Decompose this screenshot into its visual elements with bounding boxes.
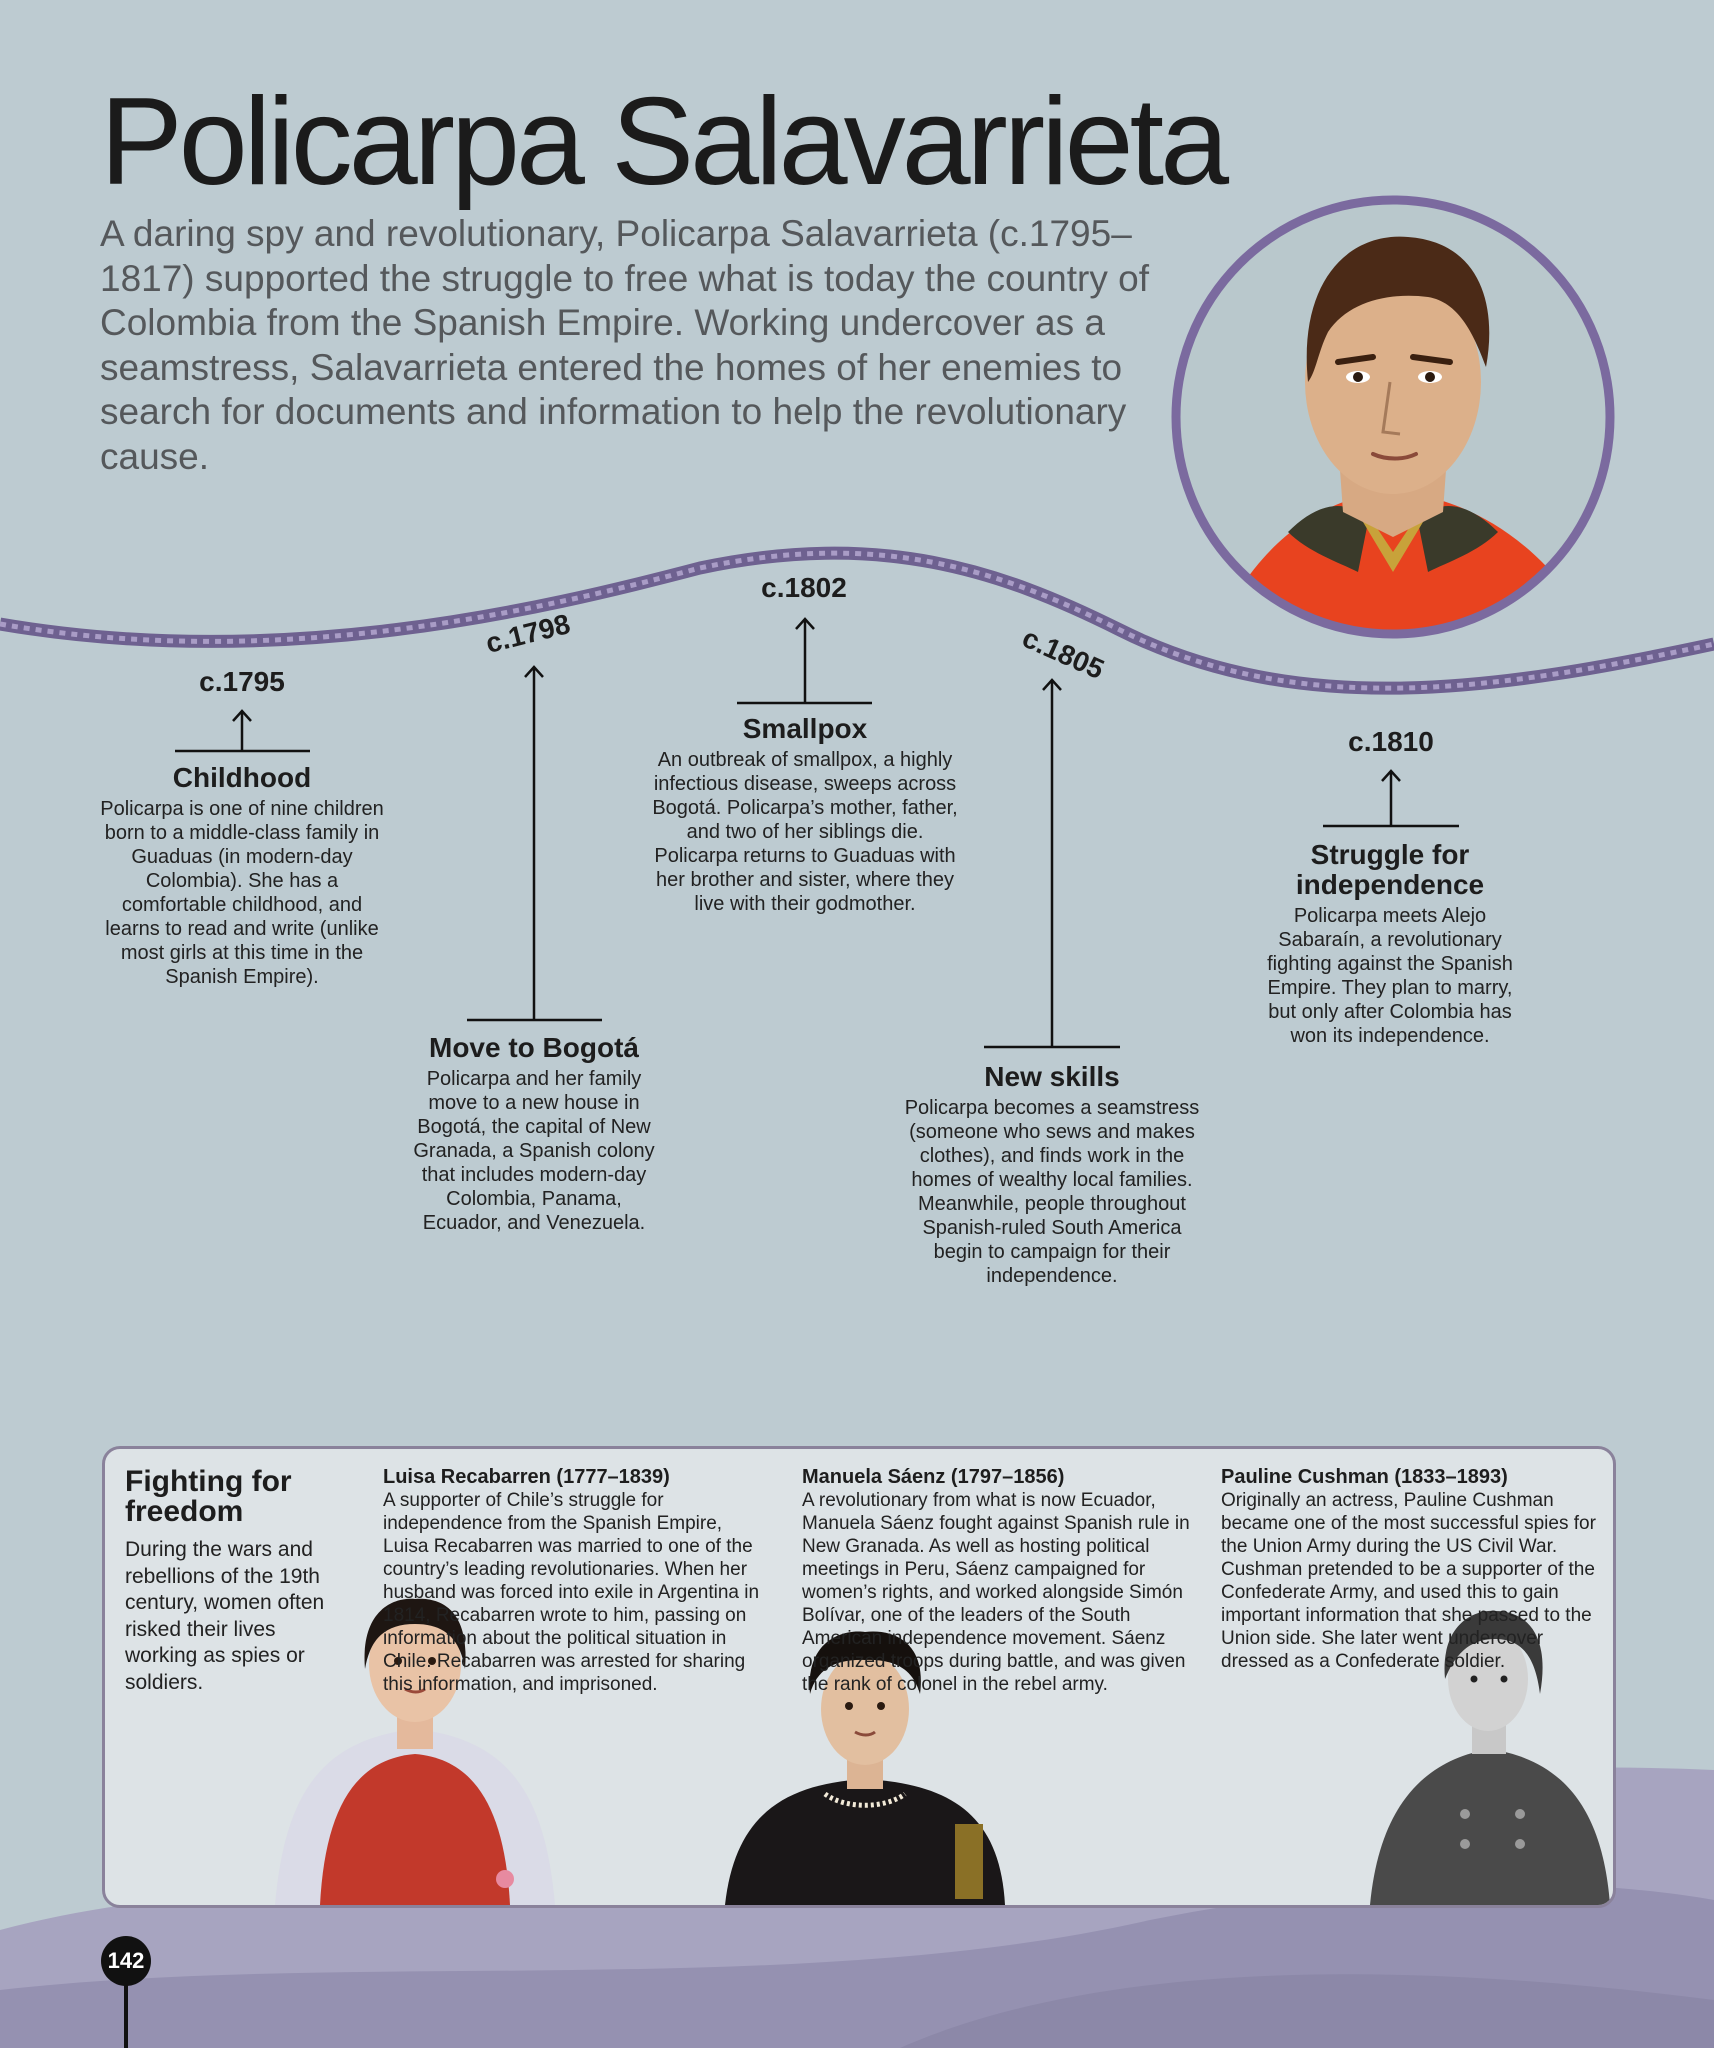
bio-manuela-saenz	[802, 1465, 1207, 1696]
date-c1802: c.1802	[761, 572, 847, 603]
feature-text: During the wars and rebellions of the 19th century, women often risked their lives working as spies or soldiers.	[125, 1538, 325, 1694]
event-title: Struggle for independence	[1295, 839, 1485, 900]
bio-name: Manuela Sáenz (1797–1856)	[802, 1466, 1065, 1488]
page-number: 142	[101, 1936, 151, 1986]
intro-paragraph: A daring spy and revolutionary, Policarpa Salavarrieta (c.1795–1817) supported the struggle to free what is today the country of Colombia from the Spanish Empire. Working undercover as a seamstress, Salavarrieta entered the homes of her enemies to search for documents and information to help the revolutionary cause.	[100, 213, 1149, 477]
page-title: Policarpa Salavarrieta	[100, 73, 1226, 211]
event-bogota	[404, 1033, 664, 1235]
event-text: Policarpa is one of nine children born to a middle-class family in Guaduas (in modern-day Colombia). She has a comfortable childhood, and learns to read and write (unlike most girls at this time in the Spanish Empire).	[100, 798, 384, 988]
event-text: An outbreak of smallpox, a highly infectious disease, sweeps across Bogotá. Policarpa’s mother, father, and two of her siblings die. Policarpa returns to Guaduas with her brother and sister, where they live with their godmother.	[652, 749, 958, 915]
bio-name: Pauline Cushman (1833–1893)	[1221, 1466, 1508, 1488]
bio-pauline-cushman	[1221, 1465, 1601, 1673]
feature-title: Fighting for freedom	[125, 1465, 292, 1528]
event-independence	[1255, 840, 1525, 1048]
bio-luisa-recabarren	[383, 1465, 768, 1696]
event-smallpox	[650, 714, 960, 916]
feature-intro	[125, 1467, 345, 1696]
page-number-stem	[124, 1980, 128, 2048]
event-title: Childhood	[172, 762, 312, 793]
date-c1805: c.1805	[1017, 621, 1109, 686]
event-text: Policarpa and her family move to a new house in Bogotá, the capital of New Granada, a Spanish colony that includes modern-day Colombia, Panama, Ecuador, and Venezuela.	[413, 1068, 655, 1234]
date-c1810: c.1810	[1348, 726, 1434, 757]
bio-text: Originally an actress, Pauline Cushman became one of the most successful spies for the Union Army during the US Civil War. Cushman pretended to be a supporter of the Confederate Army, and used this to gain important information that she passed to the Union side. She later went undercover dressed as a Confederate soldier.	[1221, 1490, 1596, 1672]
event-title: Smallpox	[742, 713, 868, 744]
event-title: New skills	[984, 1061, 1120, 1092]
event-text: Policarpa meets Alejo Sabaraín, a revolutionary fighting against the Spanish Empire. They plan to marry, but only after Colombia has won its independence.	[1267, 905, 1513, 1047]
event-new-skills	[902, 1062, 1202, 1288]
bio-text: A revolutionary from what is now Ecuador, Manuela Sáenz fought against Spanish rule in New Granada. As well as hosting political meetings in Peru, Sáenz campaigned for women’s rights, and worked alongside Simón Bolívar, one of the leaders of the South American independence movement. Sáenz organized troops during battle, and was given the rank of colonel in the rebel army.	[802, 1490, 1190, 1695]
bio-text: A supporter of Chile’s struggle for independence from the Spanish Empire, Luisa Recabarren was married to one of the country’s leading revolutionaries. When her husband was forced into exile in Argentina in 1814, Recabarren wrote to him, passing on information about the political situation in Chile. Recabarren was arrested for sharing this information, and imprisoned.	[383, 1490, 760, 1695]
event-text: Policarpa becomes a seamstress (someone who sews and makes clothes), and finds work in the homes of wealthy local families. Meanwhile, people throughout Spanish-ruled South America begin to campaign for their independence.	[904, 1097, 1200, 1287]
fighting-for-freedom-panel	[102, 1446, 1616, 1908]
date-c1795: c.1795	[199, 666, 285, 697]
bio-name: Luisa Recabarren (1777–1839)	[383, 1466, 670, 1488]
event-childhood	[92, 763, 392, 989]
date-c1798: c.1798	[482, 608, 574, 659]
event-title: Move to Bogotá	[429, 1032, 639, 1063]
